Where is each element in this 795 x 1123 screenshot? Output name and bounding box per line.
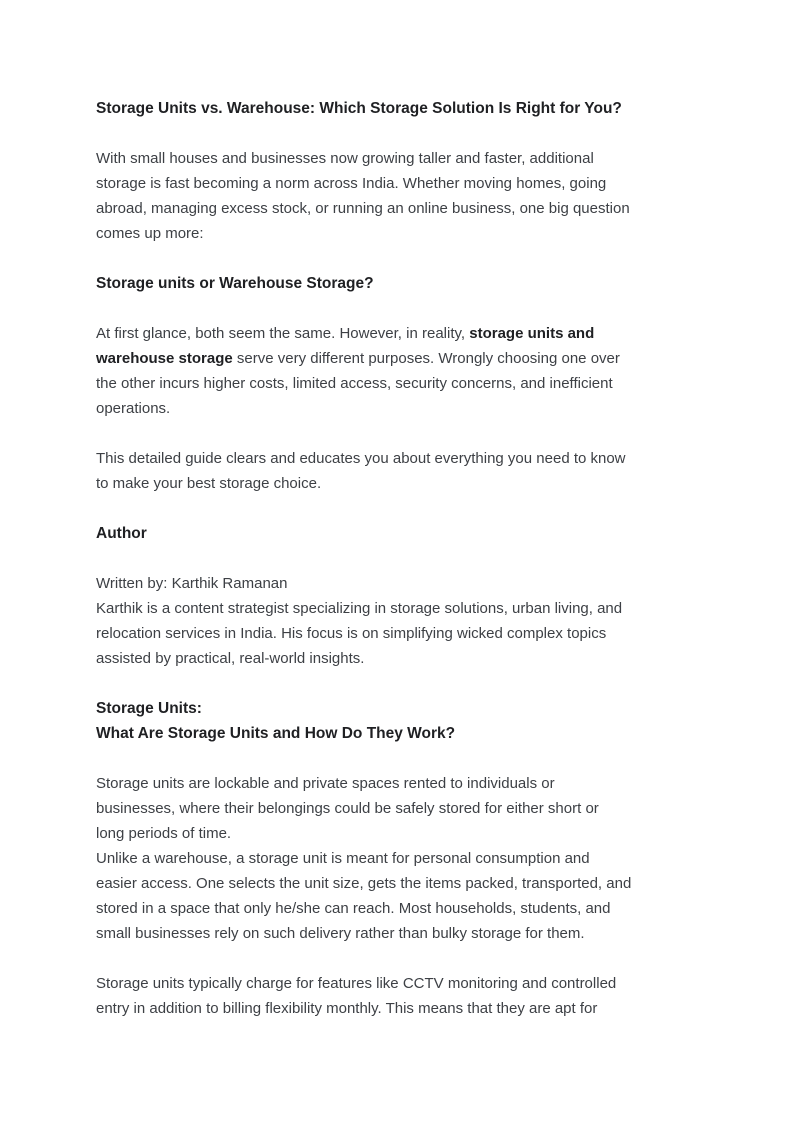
text-segment: assisted by practical, real-world insights. [96,650,365,667]
text-segment: Unlike a warehouse, a storage unit is meant for personal consumption and [96,850,590,867]
text-segment: entry in addition to billing flexibility monthly. This means that they are apt for [96,1000,598,1017]
intro-paragraph-line [96,196,699,221]
text-segment: Storage Units: [96,700,202,717]
text-segment: easier access. One selects the unit size, gets the items packed, transported, and [96,875,632,892]
intro-paragraph-line [96,221,699,246]
text-segment: long periods of time. [96,825,232,842]
doc-title-line [96,96,699,121]
guide-purpose-paragraph-line [96,471,699,496]
author-paragraph-line [96,571,699,596]
text-segment: Storage units are lockable and private spaces rented to individuals or [96,775,555,792]
text-segment: small businesses rely on such delivery rather than bulky storage for them. [96,925,585,942]
text-segment: Author [96,525,147,542]
text-segment: to make your best storage choice. [96,475,322,492]
text-segment: With small houses and businesses now growing taller and faster, additional [96,150,594,167]
text-segment: Written by: Karthik Ramanan [96,575,288,592]
comparison-paragraph-line [96,396,699,421]
author-paragraph-line [96,596,699,621]
storage-units-definition-paragraph-line [96,871,699,896]
storage-units-definition-paragraph-line [96,846,699,871]
doc-title [96,96,699,121]
storage-units-definition-paragraph [96,771,699,946]
text-segment: storage is fast becoming a norm across India. Whether moving homes, going [96,175,607,192]
intro-paragraph [96,146,699,246]
text-segment: This detailed guide clears and educates you about everything you need to know [96,450,626,467]
comparison-paragraph [96,321,699,421]
text-segment: the other incurs higher costs, limited access, security concerns, and inefficient [96,375,613,392]
text-segment: Karthik is a content strategist specializing in storage solutions, urban living, and [96,600,623,617]
author-paragraph-line [96,646,699,671]
heading-storage-units-section-line [96,696,699,721]
text-segment: What Are Storage Units and How Do They Work? [96,725,456,742]
storage-units-definition-paragraph-line [96,921,699,946]
text-segment: businesses, where their belongings could be safely stored for either short or [96,800,599,817]
storage-units-definition-paragraph-line [96,896,699,921]
storage-units-definition-paragraph-line [96,771,699,796]
text-segment: storage units and [469,325,595,342]
heading-storage-units-or-warehouse-line [96,271,699,296]
text-segment: abroad, managing excess stock, or running an online business, one big question [96,200,630,217]
document-content [96,96,699,1021]
storage-units-definition-paragraph-line [96,821,699,846]
text-segment: comes up more: [96,225,204,242]
text-segment: operations. [96,400,171,417]
intro-paragraph-line [96,146,699,171]
comparison-paragraph-line [96,321,699,346]
author-paragraph [96,571,699,671]
text-segment: warehouse storage [96,350,233,367]
intro-paragraph-line [96,171,699,196]
heading-author-line [96,521,699,546]
storage-units-definition-paragraph-line [96,796,699,821]
heading-storage-units-section [96,696,699,746]
text-segment: stored in a space that only he/she can reach. Most households, students, and [96,900,611,917]
storage-units-pricing-paragraph [96,971,699,1021]
heading-storage-units-or-warehouse [96,271,699,296]
heading-storage-units-section-line [96,721,699,746]
text-segment: Storage units typically charge for features like CCTV monitoring and controlled [96,975,617,992]
storage-units-pricing-paragraph-line [96,996,699,1021]
author-paragraph-line [96,621,699,646]
guide-purpose-paragraph-line [96,446,699,471]
storage-units-pricing-paragraph-line [96,971,699,996]
heading-author [96,521,699,546]
comparison-paragraph-line [96,371,699,396]
text-segment: serve very different purposes. Wrongly choosing one over [232,350,620,367]
text-segment: Storage units or Warehouse Storage? [96,275,374,292]
text-segment: Storage Units vs. Warehouse: Which Storage Solution Is Right for You? [96,100,622,117]
comparison-paragraph-line [96,346,699,371]
text-segment: At first glance, both seem the same. However, in reality, [96,325,470,342]
text-segment: relocation services in India. His focus is on simplifying wicked complex topics [96,625,607,642]
guide-purpose-paragraph [96,446,699,496]
